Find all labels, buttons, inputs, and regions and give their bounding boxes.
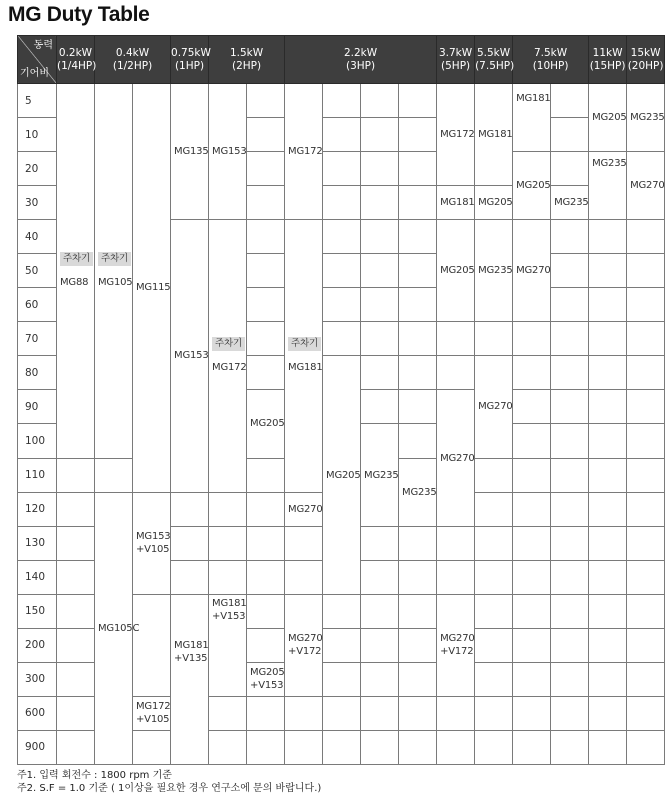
table-cell: [627, 458, 665, 492]
table-cell: [627, 390, 665, 424]
table-cell: [513, 390, 551, 424]
table-cell: [57, 696, 95, 730]
table-cell: 주차기 MG105: [95, 84, 133, 459]
table-cell: [551, 560, 589, 594]
table-cell: [437, 356, 475, 390]
table-cell: [361, 84, 399, 118]
table-cell: MG115: [133, 84, 171, 493]
table-cell: MG270: [475, 356, 513, 458]
table-cell: [551, 288, 589, 322]
table-cell: [513, 594, 551, 628]
table-cell: [627, 526, 665, 560]
header-corner: [18, 36, 57, 84]
table-cell: [475, 322, 513, 356]
table-cell: [247, 492, 285, 526]
table-cell: [399, 118, 437, 152]
table-cell: [399, 220, 437, 254]
table-cell: [551, 152, 589, 186]
table-cell: MG172: [437, 84, 475, 186]
table-cell: [361, 390, 399, 424]
table-cell: [285, 696, 323, 730]
footnotes: [17, 769, 321, 795]
ratio-cell: 130: [18, 526, 57, 560]
table-cell: MG153 +V105: [133, 492, 171, 594]
table-cell: [361, 594, 399, 628]
ratio-cell: 110: [18, 458, 57, 492]
table-cell: [323, 322, 361, 356]
table-cell: MG235: [361, 424, 399, 526]
table-cell: [361, 628, 399, 662]
table-cell: [209, 492, 247, 526]
table-cell: MG181 +V135: [171, 594, 209, 764]
table-cell: MG181: [437, 186, 475, 220]
table-cell: MG270: [513, 220, 551, 322]
table-cell: [399, 560, 437, 594]
table-cell: [513, 526, 551, 560]
power-label: 동력: [33, 40, 53, 51]
parking-tag: 주차기: [60, 252, 93, 266]
table-cell: [437, 560, 475, 594]
table-cell: MG270: [285, 492, 323, 526]
table-cell: [209, 730, 247, 764]
table-cell: [513, 730, 551, 764]
table-cell: [475, 458, 513, 492]
column-header: 15kW (20HP): [627, 36, 665, 84]
table-cell: [323, 662, 361, 696]
table-cell: [361, 254, 399, 288]
table-cell: [513, 458, 551, 492]
table-cell: [627, 322, 665, 356]
ratio-cell: 30: [18, 186, 57, 220]
duty-table: [17, 35, 665, 765]
table-cell: [475, 628, 513, 662]
column-header: 7.5kW (10HP): [513, 36, 589, 84]
table-cell: [323, 152, 361, 186]
table-cell: [247, 220, 285, 254]
column-header: 0.75kW (1HP): [171, 36, 209, 84]
table-cell: MG172: [285, 84, 323, 220]
table-cell: [437, 730, 475, 764]
table-cell: MG172 +V105: [133, 696, 171, 730]
table-cell: [323, 730, 361, 764]
table-cell: [285, 560, 323, 594]
ratio-cell: 90: [18, 390, 57, 424]
table-cell: [399, 390, 437, 424]
table-cell: [247, 152, 285, 186]
table-cell: [247, 186, 285, 220]
table-cell: [247, 84, 285, 118]
table-cell: [551, 492, 589, 526]
table-cell: [589, 288, 627, 322]
table-cell: [513, 492, 551, 526]
table-cell: MG235: [589, 152, 627, 220]
table-cell: MG205: [589, 84, 627, 152]
table-cell: MG181 +V153: [209, 594, 247, 696]
table-cell: [475, 492, 513, 526]
ratio-cell: 60: [18, 288, 57, 322]
table-cell: [627, 254, 665, 288]
table-cell: [399, 696, 437, 730]
table-cell: [361, 152, 399, 186]
table-cell: [399, 526, 437, 560]
table-cell: [361, 288, 399, 322]
table-cell: [361, 220, 399, 254]
table-cell: [361, 662, 399, 696]
table-cell: [247, 288, 285, 322]
table-cell: [399, 254, 437, 288]
table-cell: [589, 220, 627, 254]
column-header: 3.7kW (5HP): [437, 36, 475, 84]
table-cell: [437, 696, 475, 730]
table-cell: [627, 492, 665, 526]
ratio-cell: 200: [18, 628, 57, 662]
table-cell: 주차기 MG181: [285, 220, 323, 492]
table-cell: [475, 560, 513, 594]
ratio-cell: 40: [18, 220, 57, 254]
ratio-cell: 50: [18, 254, 57, 288]
table-cell: MG270: [437, 390, 475, 526]
table-cell: [627, 730, 665, 764]
table-row: [18, 84, 665, 118]
ratio-cell: 600: [18, 696, 57, 730]
table-cell: [513, 322, 551, 356]
table-cell: [627, 628, 665, 662]
table-cell: [475, 526, 513, 560]
table-cell: [627, 356, 665, 390]
table-cell: [57, 730, 95, 764]
table-cell: MG235: [475, 220, 513, 322]
table-cell: [209, 526, 247, 560]
ratio-cell: 120: [18, 492, 57, 526]
table-cell: [57, 526, 95, 560]
ratio-label: 기어비: [20, 68, 49, 79]
table-cell: [247, 458, 285, 492]
table-cell: [551, 254, 589, 288]
table-cell: [247, 628, 285, 662]
table-cell: 주차기 MG172: [209, 220, 247, 492]
table-cell: [627, 220, 665, 254]
column-header: 1.5kW (2HP): [209, 36, 285, 84]
ratio-cell: 20: [18, 152, 57, 186]
table-cell: [57, 458, 95, 492]
table-cell: [513, 662, 551, 696]
table-cell: [475, 730, 513, 764]
table-cell: [57, 662, 95, 696]
parking-tag: 주차기: [98, 252, 131, 266]
table-cell: [247, 254, 285, 288]
table-cell: [437, 322, 475, 356]
table-cell: [133, 594, 171, 696]
table-cell: [627, 560, 665, 594]
table-cell: MG205: [323, 356, 361, 594]
table-cell: MG270 +V172: [437, 594, 475, 696]
table-cell: MG270: [627, 152, 665, 220]
table-cell: [437, 526, 475, 560]
table-cell: [361, 322, 399, 356]
table-cell: [361, 186, 399, 220]
table-cell: [133, 730, 171, 764]
table-cell: [171, 492, 209, 526]
column-header: 11kW (15HP): [589, 36, 627, 84]
table-cell: [589, 628, 627, 662]
table-cell: [551, 390, 589, 424]
table-cell: MG205: [437, 220, 475, 322]
table-cell: [551, 322, 589, 356]
table-cell: [285, 526, 323, 560]
table-cell: [475, 594, 513, 628]
table-cell: MG270 +V172: [285, 594, 323, 696]
table-cell: [57, 628, 95, 662]
table-cell: [57, 594, 95, 628]
table-cell: [551, 220, 589, 254]
parking-tag: 주차기: [212, 337, 245, 351]
table-cell: [247, 696, 285, 730]
table-cell: [551, 594, 589, 628]
table-cell: [627, 662, 665, 696]
table-cell: [589, 696, 627, 730]
table-cell: [399, 152, 437, 186]
table-cell: [399, 594, 437, 628]
table-cell: [399, 424, 437, 458]
table-cell: [171, 560, 209, 594]
table-cell: [551, 458, 589, 492]
ratio-cell: 70: [18, 322, 57, 356]
table-cell: [589, 560, 627, 594]
table-cell: [247, 560, 285, 594]
table-cell: [323, 254, 361, 288]
ratio-cell: 80: [18, 356, 57, 390]
table-cell: [627, 288, 665, 322]
ratio-cell: 5: [18, 84, 57, 118]
table-cell: [323, 84, 361, 118]
table-cell: [513, 696, 551, 730]
table-cell: [323, 594, 361, 628]
table-cell: [589, 662, 627, 696]
table-cell: [551, 356, 589, 390]
table-cell: [513, 424, 551, 458]
table-cell: [513, 628, 551, 662]
parking-tag: 주차기: [288, 337, 321, 351]
table-cell: [57, 492, 95, 526]
table-cell: [589, 254, 627, 288]
table-cell: [247, 526, 285, 560]
table-cell: [399, 186, 437, 220]
page-title: MG Duty Table: [8, 3, 150, 26]
table-cell: 주차기 MG88: [57, 84, 95, 459]
table-cell: [399, 84, 437, 118]
table-cell: [551, 118, 589, 152]
table-cell: [551, 730, 589, 764]
table-cell: [551, 696, 589, 730]
table-cell: MG205: [475, 186, 513, 220]
table-cell: [209, 696, 247, 730]
column-header: 5.5kW (7.5HP): [475, 36, 513, 84]
table-cell: [285, 730, 323, 764]
table-cell: [551, 526, 589, 560]
table-cell: MG181: [513, 84, 551, 152]
table-cell: [247, 322, 285, 356]
table-cell: [399, 628, 437, 662]
table-cell: MG205 +V153: [247, 662, 285, 696]
column-header: 2.2kW (3HP): [285, 36, 437, 84]
table-cell: MG235: [551, 186, 589, 220]
column-header: 0.2kW (1/4HP): [57, 36, 95, 84]
table-cell: [361, 118, 399, 152]
table-cell: [589, 730, 627, 764]
table-cell: [399, 356, 437, 390]
table-cell: [361, 560, 399, 594]
table-cell: [171, 526, 209, 560]
table-cell: MG153: [209, 84, 247, 220]
table-cell: [589, 390, 627, 424]
table-cell: [475, 662, 513, 696]
footnote-2: 주2. S.F = 1.0 기준 ( 1이상을 필요한 경우 연구소에 문의 바랍니다.): [17, 783, 322, 794]
table-cell: [589, 322, 627, 356]
table-cell: [323, 118, 361, 152]
table-cell: [627, 424, 665, 458]
table-cell: [323, 288, 361, 322]
table-cell: [247, 594, 285, 628]
table-cell: [323, 186, 361, 220]
table-cell: [323, 220, 361, 254]
column-header: 0.4kW (1/2HP): [95, 36, 171, 84]
table-cell: [247, 356, 285, 390]
table-cell: [247, 730, 285, 764]
table-cell: [95, 458, 133, 492]
footnote-1: 주1. 입력 회전수 : 1800 rpm 기준: [17, 770, 172, 781]
table-cell: [361, 696, 399, 730]
table-cell: [589, 424, 627, 458]
table-cell: [589, 356, 627, 390]
table-cell: MG105C: [95, 492, 133, 764]
table-cell: [209, 560, 247, 594]
table-cell: [475, 696, 513, 730]
table-cell: [513, 356, 551, 390]
ratio-cell: 10: [18, 118, 57, 152]
table-cell: MG153: [171, 220, 209, 492]
ratio-cell: 150: [18, 594, 57, 628]
ratio-cell: 900: [18, 730, 57, 764]
table-cell: MG205: [513, 152, 551, 220]
table-cell: [399, 730, 437, 764]
table-cell: [399, 288, 437, 322]
table-cell: [361, 356, 399, 390]
table-cell: [627, 594, 665, 628]
table-cell: [361, 730, 399, 764]
table-cell: [323, 696, 361, 730]
table-cell: MG235: [627, 84, 665, 152]
table-cell: MG235: [399, 458, 437, 526]
table-cell: [551, 628, 589, 662]
table-cell: [513, 560, 551, 594]
table-cell: MG205: [247, 390, 285, 458]
table-cell: [627, 696, 665, 730]
table-cell: [323, 628, 361, 662]
ratio-cell: 300: [18, 662, 57, 696]
table-cell: [551, 424, 589, 458]
table-cell: [399, 322, 437, 356]
table-cell: [551, 84, 589, 118]
table-cell: [361, 526, 399, 560]
table-cell: [399, 662, 437, 696]
table-cell: [57, 560, 95, 594]
table-cell: [589, 594, 627, 628]
table-cell: MG135: [171, 84, 209, 220]
table-cell: [589, 526, 627, 560]
table-cell: [247, 118, 285, 152]
ratio-cell: 140: [18, 560, 57, 594]
ratio-cell: 100: [18, 424, 57, 458]
table-cell: MG181: [475, 84, 513, 186]
table-cell: [589, 492, 627, 526]
table-cell: [589, 458, 627, 492]
table-cell: [551, 662, 589, 696]
table-header-row: [18, 36, 665, 84]
